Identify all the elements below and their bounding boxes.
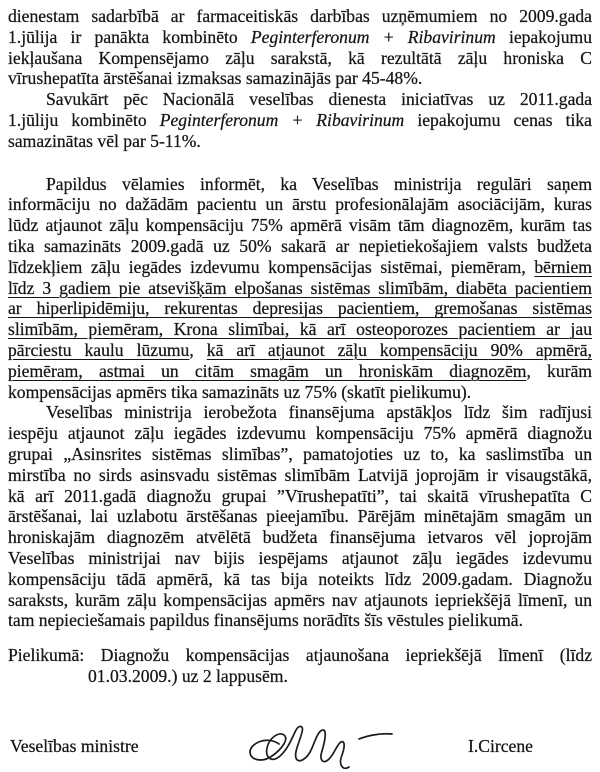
text-segment: tam nepieciešamais papildus finansējums norādīts šīs vēstules pielikumā. xyxy=(8,610,524,631)
text-line xyxy=(8,402,592,423)
text-segment: 1.jūliju kombinēto xyxy=(8,109,160,130)
text-segment: , xyxy=(189,339,207,360)
text-line xyxy=(8,548,592,569)
text-segment: iepakojumu xyxy=(495,26,593,47)
text-line xyxy=(8,590,592,611)
text-segment: saraksts, kurām zāļu kompensācijas apmērs nav atjaunots iepriekšējā līmenī, un xyxy=(8,589,592,610)
text-segment: informāciju no dažādām pacientu un ārstu profesionālajām asociācijām, kuras xyxy=(8,194,592,215)
text-line xyxy=(8,110,592,131)
underlined-text: piemēram, astmai un citām smagām un hroniskām diagnozēm xyxy=(8,360,527,381)
text-segment: samazinātas vēl par 5-11%. xyxy=(8,130,201,151)
text-line xyxy=(8,215,592,236)
text-segment: tika samazināts 2009.gadā uz 50% sakarā ar nepietiekošajiem valsts budžeta xyxy=(8,235,592,256)
text-line xyxy=(8,423,592,444)
text-line xyxy=(8,298,592,319)
text-line xyxy=(8,194,592,215)
text-segment: Veselības ministrija ierobežota finansējuma apstākļos līdz šim radījusi xyxy=(46,402,592,423)
text-line xyxy=(8,486,592,507)
text-line xyxy=(8,319,592,340)
text-segment: iekļaušana Kompensējamo zāļu sarakstā, kā rezultātā zāļu hroniska C xyxy=(8,47,592,68)
text-line xyxy=(8,645,592,666)
text-segment: līdzekļiem zāļu iegādes izdevumu kompensācijas sistēmai, piemēram, xyxy=(8,256,535,277)
signer-name: I.Circene xyxy=(468,736,533,756)
italic-text: Peginterferonum + Ribavirinum xyxy=(250,26,496,47)
text-line xyxy=(8,444,592,465)
text-line xyxy=(8,257,592,278)
text-segment: 01.03.2009.) uz 2 lappusēm. xyxy=(88,665,288,686)
text-line xyxy=(8,278,592,299)
text-line xyxy=(8,89,592,110)
signature-icon xyxy=(246,722,398,772)
text-segment: hroniskajām diagnozēm atvēlētā budžeta finansējuma ietvaros vēl joprojām xyxy=(8,527,592,548)
paragraph xyxy=(8,402,592,631)
italic-text: Peginterferonum + Ribavirinum xyxy=(159,109,405,130)
text-segment: 1.jūlija ir panākta kombinēto xyxy=(8,26,251,47)
text-segment: , kurām xyxy=(526,360,592,381)
underlined-text: ar hiperlipidēmiju, rekurentas depresijas pacientiem, gremošanas sistēmas xyxy=(8,298,592,319)
signature-block xyxy=(0,722,600,772)
text-line xyxy=(8,569,592,590)
text-segment: iepakojumu cenas tika xyxy=(404,109,592,130)
paragraph xyxy=(8,645,592,687)
paragraph xyxy=(8,174,592,403)
text-segment: dienestam sadarbībā ar farmaceitiskās darbības uzņēmumiem no 2009.gada xyxy=(8,6,592,26)
text-segment: Pielikumā: Diagnožu kompensācijas atjaunošana iepriekšējā līmenī (līdz xyxy=(8,645,592,666)
text-segment: vīrushepatīta ārstēšanai izmaksas samazinājās par 45-48%. xyxy=(8,68,423,89)
text-segment: iespēju atjaunot zāļu iegādes izdevumu kompensāciju 75% apmērā diagnožu xyxy=(8,423,592,444)
text-segment: Veselības ministrijai nav bijis iespējams atjaunot zāļu iegādes izdevumu xyxy=(8,547,592,568)
underlined-text: kā arī atjaunot zāļu kompensāciju 90% apmērā, xyxy=(206,339,593,360)
text-segment: kā arī 2011.gadā diagnožu grupai ”Vīrushepatīti”, tai skaitā vīrushepatīta C xyxy=(8,485,592,506)
text-line xyxy=(8,666,592,687)
text-line xyxy=(8,610,592,631)
text-line xyxy=(8,236,592,257)
text-segment: grupai „Asinsrites sistēmas slimības”, pamatojoties uz to, ka saslimstība un xyxy=(8,443,592,464)
underlined-text: līdz 3 gadiem pie atsevišķām elpošanas sistēmas slimībām, diabēta pacientiem xyxy=(8,277,592,298)
underlined-text: pārciestu kaulu lūzumu xyxy=(8,339,190,360)
text-line xyxy=(8,68,592,89)
text-segment: Savukārt pēc Nacionālā veselības dienesta iniciatīvas uz 2011.gada xyxy=(46,89,592,110)
text-segment: ārstēšanai, lai uzlabotu ārstēšanas pieejamību. Pārējām minētajām smagām un xyxy=(8,506,592,527)
text-line xyxy=(8,48,592,69)
paragraph xyxy=(8,89,592,151)
paragraph xyxy=(8,6,592,89)
text-segment: kompensāciju tādā apmērā, kā tas bija noteikts līdz 2009.gadam. Diagnožu xyxy=(8,568,592,589)
text-line xyxy=(8,174,592,195)
text-line xyxy=(8,27,592,48)
text-line xyxy=(8,6,592,27)
text-line xyxy=(8,527,592,548)
signer-title: Veselības ministre xyxy=(10,736,139,756)
text-line xyxy=(8,382,592,403)
text-segment: mirstība no sirds asinsvadu sistēmas slimībām Latvijā joprojām ir visaugstākā, xyxy=(8,464,592,485)
text-line xyxy=(8,361,592,382)
text-line xyxy=(8,340,592,361)
text-line xyxy=(8,506,592,527)
text-segment: lūdz atjaunot zāļu kompensāciju 75% apmērā visām tām diagnozēm, kurām tas xyxy=(8,215,592,236)
underlined-text: slimībām, piemēram, Krona slimībai, kā arī osteoporozes pacientiem ar jau xyxy=(8,319,592,340)
text-segment: Papildus vēlamies informēt, ka Veselības ministrija regulāri saņem xyxy=(46,173,592,194)
text-line xyxy=(8,131,592,152)
text-line xyxy=(8,465,592,486)
text-segment: kompensācijas apmērs tika samazināts uz 75% (skatīt pielikumu). xyxy=(8,381,472,402)
underlined-text: bērniem xyxy=(534,256,592,277)
